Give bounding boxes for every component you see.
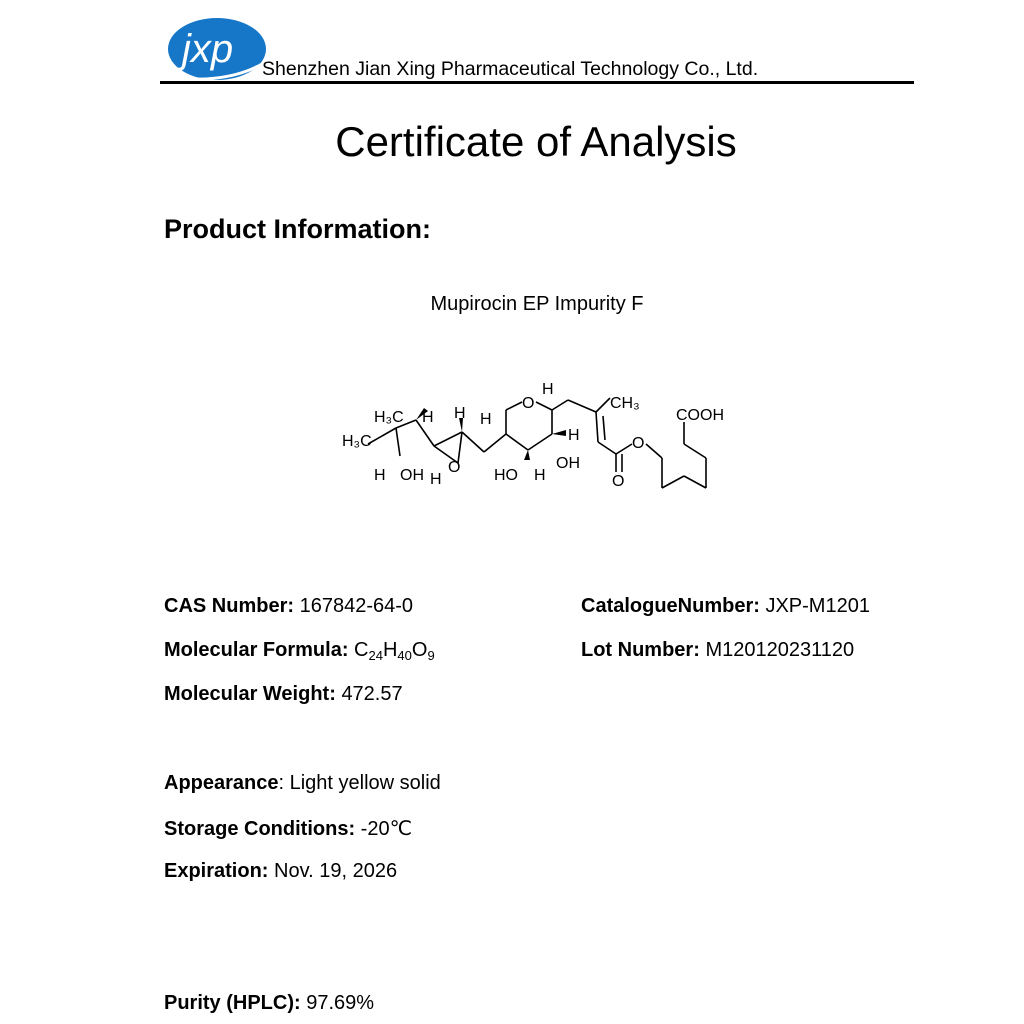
expiration-value: Nov. 19, 2026 bbox=[274, 860, 398, 882]
label-h3c-top: H₃C bbox=[374, 409, 404, 426]
catalogue-value: JXP-M1201 bbox=[765, 595, 870, 617]
label-h-1: H bbox=[422, 409, 434, 426]
weight-value: 472.57 bbox=[341, 683, 403, 705]
formula-value: $C_{24}H_{40}O_9$ bbox=[354, 639, 435, 663]
formula-label: Molecular Formula: bbox=[164, 639, 349, 661]
appearance-value: : Light yellow solid bbox=[278, 772, 441, 794]
purity-value: 97.69% bbox=[306, 992, 375, 1014]
label-h-4: H bbox=[454, 405, 466, 422]
molecular-weight bbox=[164, 683, 403, 706]
label-o-carbonyl: O bbox=[612, 473, 625, 490]
label-cooh: COOH bbox=[676, 407, 724, 424]
molecular-formula bbox=[164, 639, 435, 662]
label-ch3: CH₃ bbox=[610, 395, 640, 412]
header-divider bbox=[160, 81, 914, 84]
purity-label: Purity (HPLC): bbox=[164, 992, 301, 1014]
lot-label: Lot Number: bbox=[581, 639, 700, 661]
storage-label: Storage Conditions: bbox=[164, 818, 356, 840]
cas-value: 167842-64-0 bbox=[299, 595, 414, 617]
label-h3c-left: H₃C bbox=[342, 433, 372, 450]
storage-conditions bbox=[164, 816, 412, 841]
label-h-3: H bbox=[430, 471, 442, 488]
expiration-label: Expiration: bbox=[164, 860, 269, 882]
label-o-ester: O bbox=[632, 435, 645, 452]
catalogue-number bbox=[581, 595, 870, 618]
label-h-6: H bbox=[542, 381, 554, 398]
expiration bbox=[164, 860, 397, 883]
label-o-epoxide: O bbox=[448, 459, 461, 476]
appearance bbox=[164, 772, 441, 795]
lot-value: M120120231120 bbox=[705, 639, 855, 661]
weight-label: Molecular Weight: bbox=[164, 683, 336, 705]
label-h-2: H bbox=[374, 467, 386, 484]
document-title: Certificate of Analysis bbox=[335, 118, 737, 165]
chemical-structure bbox=[330, 368, 750, 496]
company-name: Shenzhen Jian Xing Pharmaceutical Technology Co., Ltd. bbox=[262, 58, 759, 80]
label-oh-1: OH bbox=[400, 467, 424, 484]
label-h-7: H bbox=[568, 427, 580, 444]
purity bbox=[164, 992, 374, 1015]
label-o-ring: O bbox=[522, 395, 535, 412]
product-name: Mupirocin EP Impurity F bbox=[430, 293, 644, 315]
label-oh-2: OH bbox=[556, 455, 580, 472]
label-h-8: H bbox=[534, 467, 546, 484]
catalogue-label: CatalogueNumber: bbox=[581, 595, 760, 617]
label-ho: HO bbox=[494, 467, 518, 484]
company-logo bbox=[164, 16, 266, 82]
label-h-5: H bbox=[480, 411, 492, 428]
section-heading: Product Information: bbox=[164, 214, 431, 244]
logo-text: jxp bbox=[182, 27, 234, 71]
appearance-label: Appearance bbox=[164, 772, 279, 794]
lot-number bbox=[581, 639, 854, 662]
storage-value: -20℃ bbox=[360, 818, 413, 840]
cas-label: CAS Number: bbox=[164, 595, 295, 617]
cas-number bbox=[164, 595, 413, 618]
letterhead bbox=[160, 14, 914, 84]
